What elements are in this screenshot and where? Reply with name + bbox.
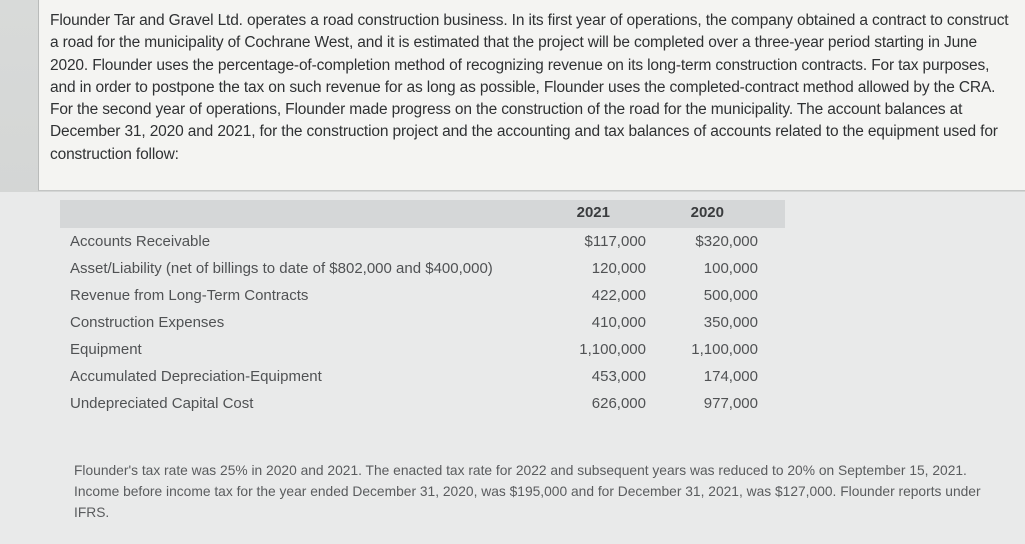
row-label: Equipment: [70, 341, 142, 358]
row-label: Asset/Liability (net of billings to date of $802,000 and $400,000): [70, 260, 493, 277]
table-row: [0, 282, 1025, 309]
row-value-2020: 977,000: [703, 395, 758, 412]
table-row: [0, 255, 1025, 282]
row-label: Revenue from Long-Term Contracts: [70, 287, 309, 304]
row-value-2021: 626,000: [591, 395, 646, 412]
row-value-2021: $117,000: [584, 233, 646, 250]
row-value-2021: 1,100,000: [579, 341, 646, 358]
row-value-2020: 100,000: [703, 260, 758, 277]
table-row: [0, 390, 1025, 417]
table-row: [0, 363, 1025, 390]
row-value-2021: 422,000: [591, 287, 646, 304]
row-label: Construction Expenses: [70, 314, 225, 331]
row-value-2020: $320,000: [695, 233, 758, 250]
table-row: [0, 309, 1025, 336]
table-row: [0, 336, 1025, 363]
table-row: [0, 228, 1025, 255]
row-value-2021: 410,000: [591, 314, 646, 331]
column-header-2020: 2020: [690, 204, 724, 221]
row-label: Undepreciated Capital Cost: [70, 395, 254, 412]
intro-paragraph: Flounder Tar and Gravel Ltd. operates a road construction business. In its first year of operations, the company obtained a contract to construct a road for the municipality of Cochrane West, and it is estimated that the project will be completed over a three-year period starting in June 2020. Flounder uses the percentage-of-completion method of recognizing revenue on its long-term construction contracts. For tax purposes, and in order to postpone the tax on such revenue for as long as possible, Flounder uses the completed-contract method allowed by the CRA. For the second year of operations, Flounder made progress on the construction of the road for the municipality. The account balances at December 31, 2020 and 2021, for the construction project and the accounting and tax balances of accounts related to the equipment used for construction follow:: [50, 12, 1009, 163]
column-header-2021: 2021: [576, 204, 610, 221]
row-value-2020: 174,000: [703, 368, 758, 385]
row-label: Accounts Receivable: [70, 233, 211, 250]
row-value-2020: 500,000: [703, 287, 758, 304]
footer-paragraph: Flounder's tax rate was 25% in 2020 and 2021. The enacted tax rate for 2022 and subsequent years was reduced to 20% on September 15, 2021. Income before income tax for the year ended December 31, 2020, was $195,000 and for December 31, 2021, was $127,000. Flounder reports under IFRS.: [74, 463, 981, 520]
row-value-2020: 1,100,000: [691, 341, 758, 358]
balances-table: [0, 192, 1025, 544]
row-value-2021: 120,000: [591, 260, 646, 277]
row-value-2021: 453,000: [591, 368, 646, 385]
row-value-2020: 350,000: [703, 314, 758, 331]
row-label: Accumulated Depreciation-Equipment: [70, 368, 322, 385]
